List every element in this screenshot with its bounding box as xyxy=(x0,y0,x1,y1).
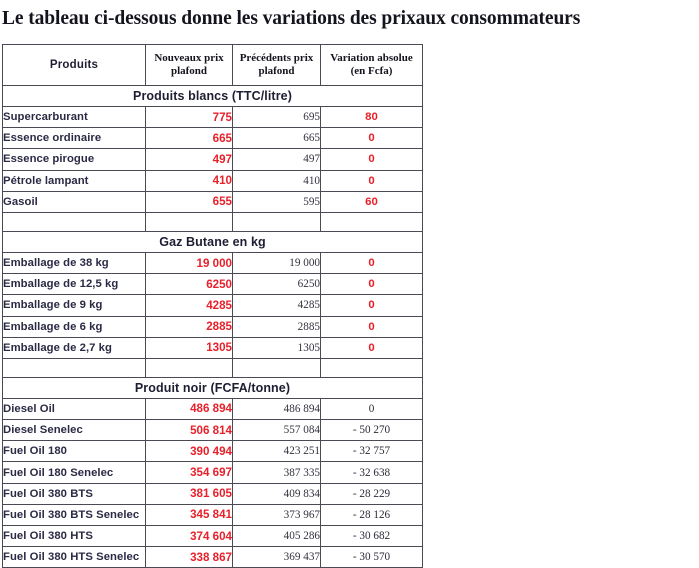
table-row xyxy=(3,170,423,191)
table-section-header-row xyxy=(3,377,423,398)
cell-nouveau-prix: 497 xyxy=(146,149,233,170)
cell-produit: Supercarburant xyxy=(3,107,146,128)
cell-nouveau-prix: 381 605 xyxy=(146,483,233,504)
cell-variation: 0 xyxy=(321,149,423,170)
cell-produit: Fuel Oil 380 BTS xyxy=(3,483,146,504)
table-section-header-row xyxy=(3,86,423,107)
section-heading-2: Gaz Butane en kg xyxy=(3,231,423,252)
cell-nouveau-prix: 775 xyxy=(146,107,233,128)
cell-variation: 80 xyxy=(321,107,423,128)
cell-precedent-prix: 595 xyxy=(233,191,321,212)
cell-nouveau-prix: 665 xyxy=(146,128,233,149)
cell-nouveau-prix: 1305 xyxy=(146,337,233,358)
cell-produit: Pétrole lampant xyxy=(3,170,146,191)
table-row xyxy=(3,462,423,483)
cell-nouveau-prix: 486 894 xyxy=(146,398,233,419)
table-row xyxy=(3,295,423,316)
cell-variation: - 32 757 xyxy=(321,441,423,462)
cell-nouveau-prix: 4285 xyxy=(146,295,233,316)
table-row xyxy=(3,526,423,547)
spacer-cell xyxy=(146,212,233,231)
section-heading-3: Produit noir (FCFA/tonne) xyxy=(3,377,423,398)
price-variations-table xyxy=(2,44,423,568)
table-row xyxy=(3,149,423,170)
spacer-cell xyxy=(3,212,146,231)
cell-precedent-prix: 2885 xyxy=(233,316,321,337)
cell-variation: 0 xyxy=(321,337,423,358)
cell-produit: Fuel Oil 380 HTS xyxy=(3,526,146,547)
table-row xyxy=(3,316,423,337)
cell-variation: - 28 229 xyxy=(321,483,423,504)
cell-produit: Fuel Oil 380 HTS Senelec xyxy=(3,547,146,568)
table-row xyxy=(3,107,423,128)
column-header-nouveaux-prix-line1: Nouveaux prix xyxy=(154,51,224,64)
cell-variation: 0 xyxy=(321,316,423,337)
table-row xyxy=(3,547,423,568)
cell-produit: Emballage de 12,5 kg xyxy=(3,274,146,295)
cell-produit: Gasoil xyxy=(3,191,146,212)
table-row xyxy=(3,420,423,441)
cell-variation: 0 xyxy=(321,252,423,273)
cell-precedent-prix: 695 xyxy=(233,107,321,128)
cell-precedent-prix: 557 084 xyxy=(233,420,321,441)
table-row xyxy=(3,191,423,212)
cell-produit: Emballage de 38 kg xyxy=(3,252,146,273)
table-row xyxy=(3,483,423,504)
cell-produit: Fuel Oil 180 Senelec xyxy=(3,462,146,483)
price-table-container xyxy=(2,44,422,568)
cell-variation: 60 xyxy=(321,191,423,212)
cell-precedent-prix: 497 xyxy=(233,149,321,170)
cell-produit: Essence pirogue xyxy=(3,149,146,170)
table-row xyxy=(3,504,423,525)
cell-precedent-prix: 369 437 xyxy=(233,547,321,568)
cell-precedent-prix: 665 xyxy=(233,128,321,149)
column-header-variation-absolue-line1: Variation absolue xyxy=(330,51,413,64)
cell-precedent-prix: 387 335 xyxy=(233,462,321,483)
cell-nouveau-prix: 410 xyxy=(146,170,233,191)
table-spacer-row xyxy=(3,212,423,231)
spacer-cell xyxy=(321,358,423,377)
column-header-variation-absolue xyxy=(321,45,423,86)
table-spacer-row xyxy=(3,358,423,377)
cell-produit: Diesel Oil xyxy=(3,398,146,419)
cell-nouveau-prix: 655 xyxy=(146,191,233,212)
section-heading-1: Produits blancs (TTC/litre) xyxy=(3,86,423,107)
cell-variation: - 30 570 xyxy=(321,547,423,568)
column-header-precedents-prix-line1: Précédents prix xyxy=(239,51,314,64)
column-header-nouveaux-prix xyxy=(146,45,233,86)
cell-variation: - 28 126 xyxy=(321,504,423,525)
cell-precedent-prix: 423 251 xyxy=(233,441,321,462)
cell-nouveau-prix: 2885 xyxy=(146,316,233,337)
table-row xyxy=(3,128,423,149)
table-row xyxy=(3,441,423,462)
cell-nouveau-prix: 390 494 xyxy=(146,441,233,462)
spacer-cell xyxy=(233,358,321,377)
column-header-produits: Produits xyxy=(3,45,146,86)
cell-produit: Emballage de 2,7 kg xyxy=(3,337,146,358)
cell-precedent-prix: 1305 xyxy=(233,337,321,358)
table-header-row xyxy=(3,45,423,86)
table-row xyxy=(3,398,423,419)
table-row xyxy=(3,274,423,295)
column-header-nouveaux-prix-line2: plafond xyxy=(170,65,208,77)
cell-nouveau-prix: 354 697 xyxy=(146,462,233,483)
column-header-variation-absolue-line2: (en Fcfa) xyxy=(350,65,393,77)
cell-variation: - 32 638 xyxy=(321,462,423,483)
cell-variation: 0 xyxy=(321,128,423,149)
table-body xyxy=(3,45,423,568)
cell-variation: 0 xyxy=(321,274,423,295)
column-header-precedents-prix xyxy=(233,45,321,86)
page-title: Le tableau ci-dessous donne les variations des prixaux consommateurs xyxy=(2,8,581,29)
cell-precedent-prix: 486 894 xyxy=(233,398,321,419)
cell-variation: - 50 270 xyxy=(321,420,423,441)
cell-produit: Essence ordinaire xyxy=(3,128,146,149)
cell-produit: Fuel Oil 180 xyxy=(3,441,146,462)
table-row xyxy=(3,252,423,273)
cell-produit: Emballage de 6 kg xyxy=(3,316,146,337)
cell-variation: 0 xyxy=(321,295,423,316)
cell-nouveau-prix: 6250 xyxy=(146,274,233,295)
cell-precedent-prix: 4285 xyxy=(233,295,321,316)
cell-precedent-prix: 405 286 xyxy=(233,526,321,547)
cell-precedent-prix: 373 967 xyxy=(233,504,321,525)
cell-nouveau-prix: 19 000 xyxy=(146,252,233,273)
cell-produit: Fuel Oil 380 BTS Senelec xyxy=(3,504,146,525)
spacer-cell xyxy=(321,212,423,231)
cell-variation: 0 xyxy=(321,170,423,191)
cell-nouveau-prix: 345 841 xyxy=(146,504,233,525)
cell-precedent-prix: 409 834 xyxy=(233,483,321,504)
spacer-cell xyxy=(146,358,233,377)
cell-precedent-prix: 19 000 xyxy=(233,252,321,273)
table-row xyxy=(3,337,423,358)
table-section-header-row xyxy=(3,231,423,252)
cell-variation: - 30 682 xyxy=(321,526,423,547)
spacer-cell xyxy=(3,358,146,377)
cell-variation: 0 xyxy=(321,398,423,419)
cell-produit: Diesel Senelec xyxy=(3,420,146,441)
column-header-precedents-prix-line2: plafond xyxy=(258,65,295,77)
cell-precedent-prix: 6250 xyxy=(233,274,321,295)
spacer-cell xyxy=(233,212,321,231)
cell-nouveau-prix: 506 814 xyxy=(146,420,233,441)
cell-nouveau-prix: 338 867 xyxy=(146,547,233,568)
cell-produit: Emballage de 9 kg xyxy=(3,295,146,316)
cell-nouveau-prix: 374 604 xyxy=(146,526,233,547)
cell-precedent-prix: 410 xyxy=(233,170,321,191)
